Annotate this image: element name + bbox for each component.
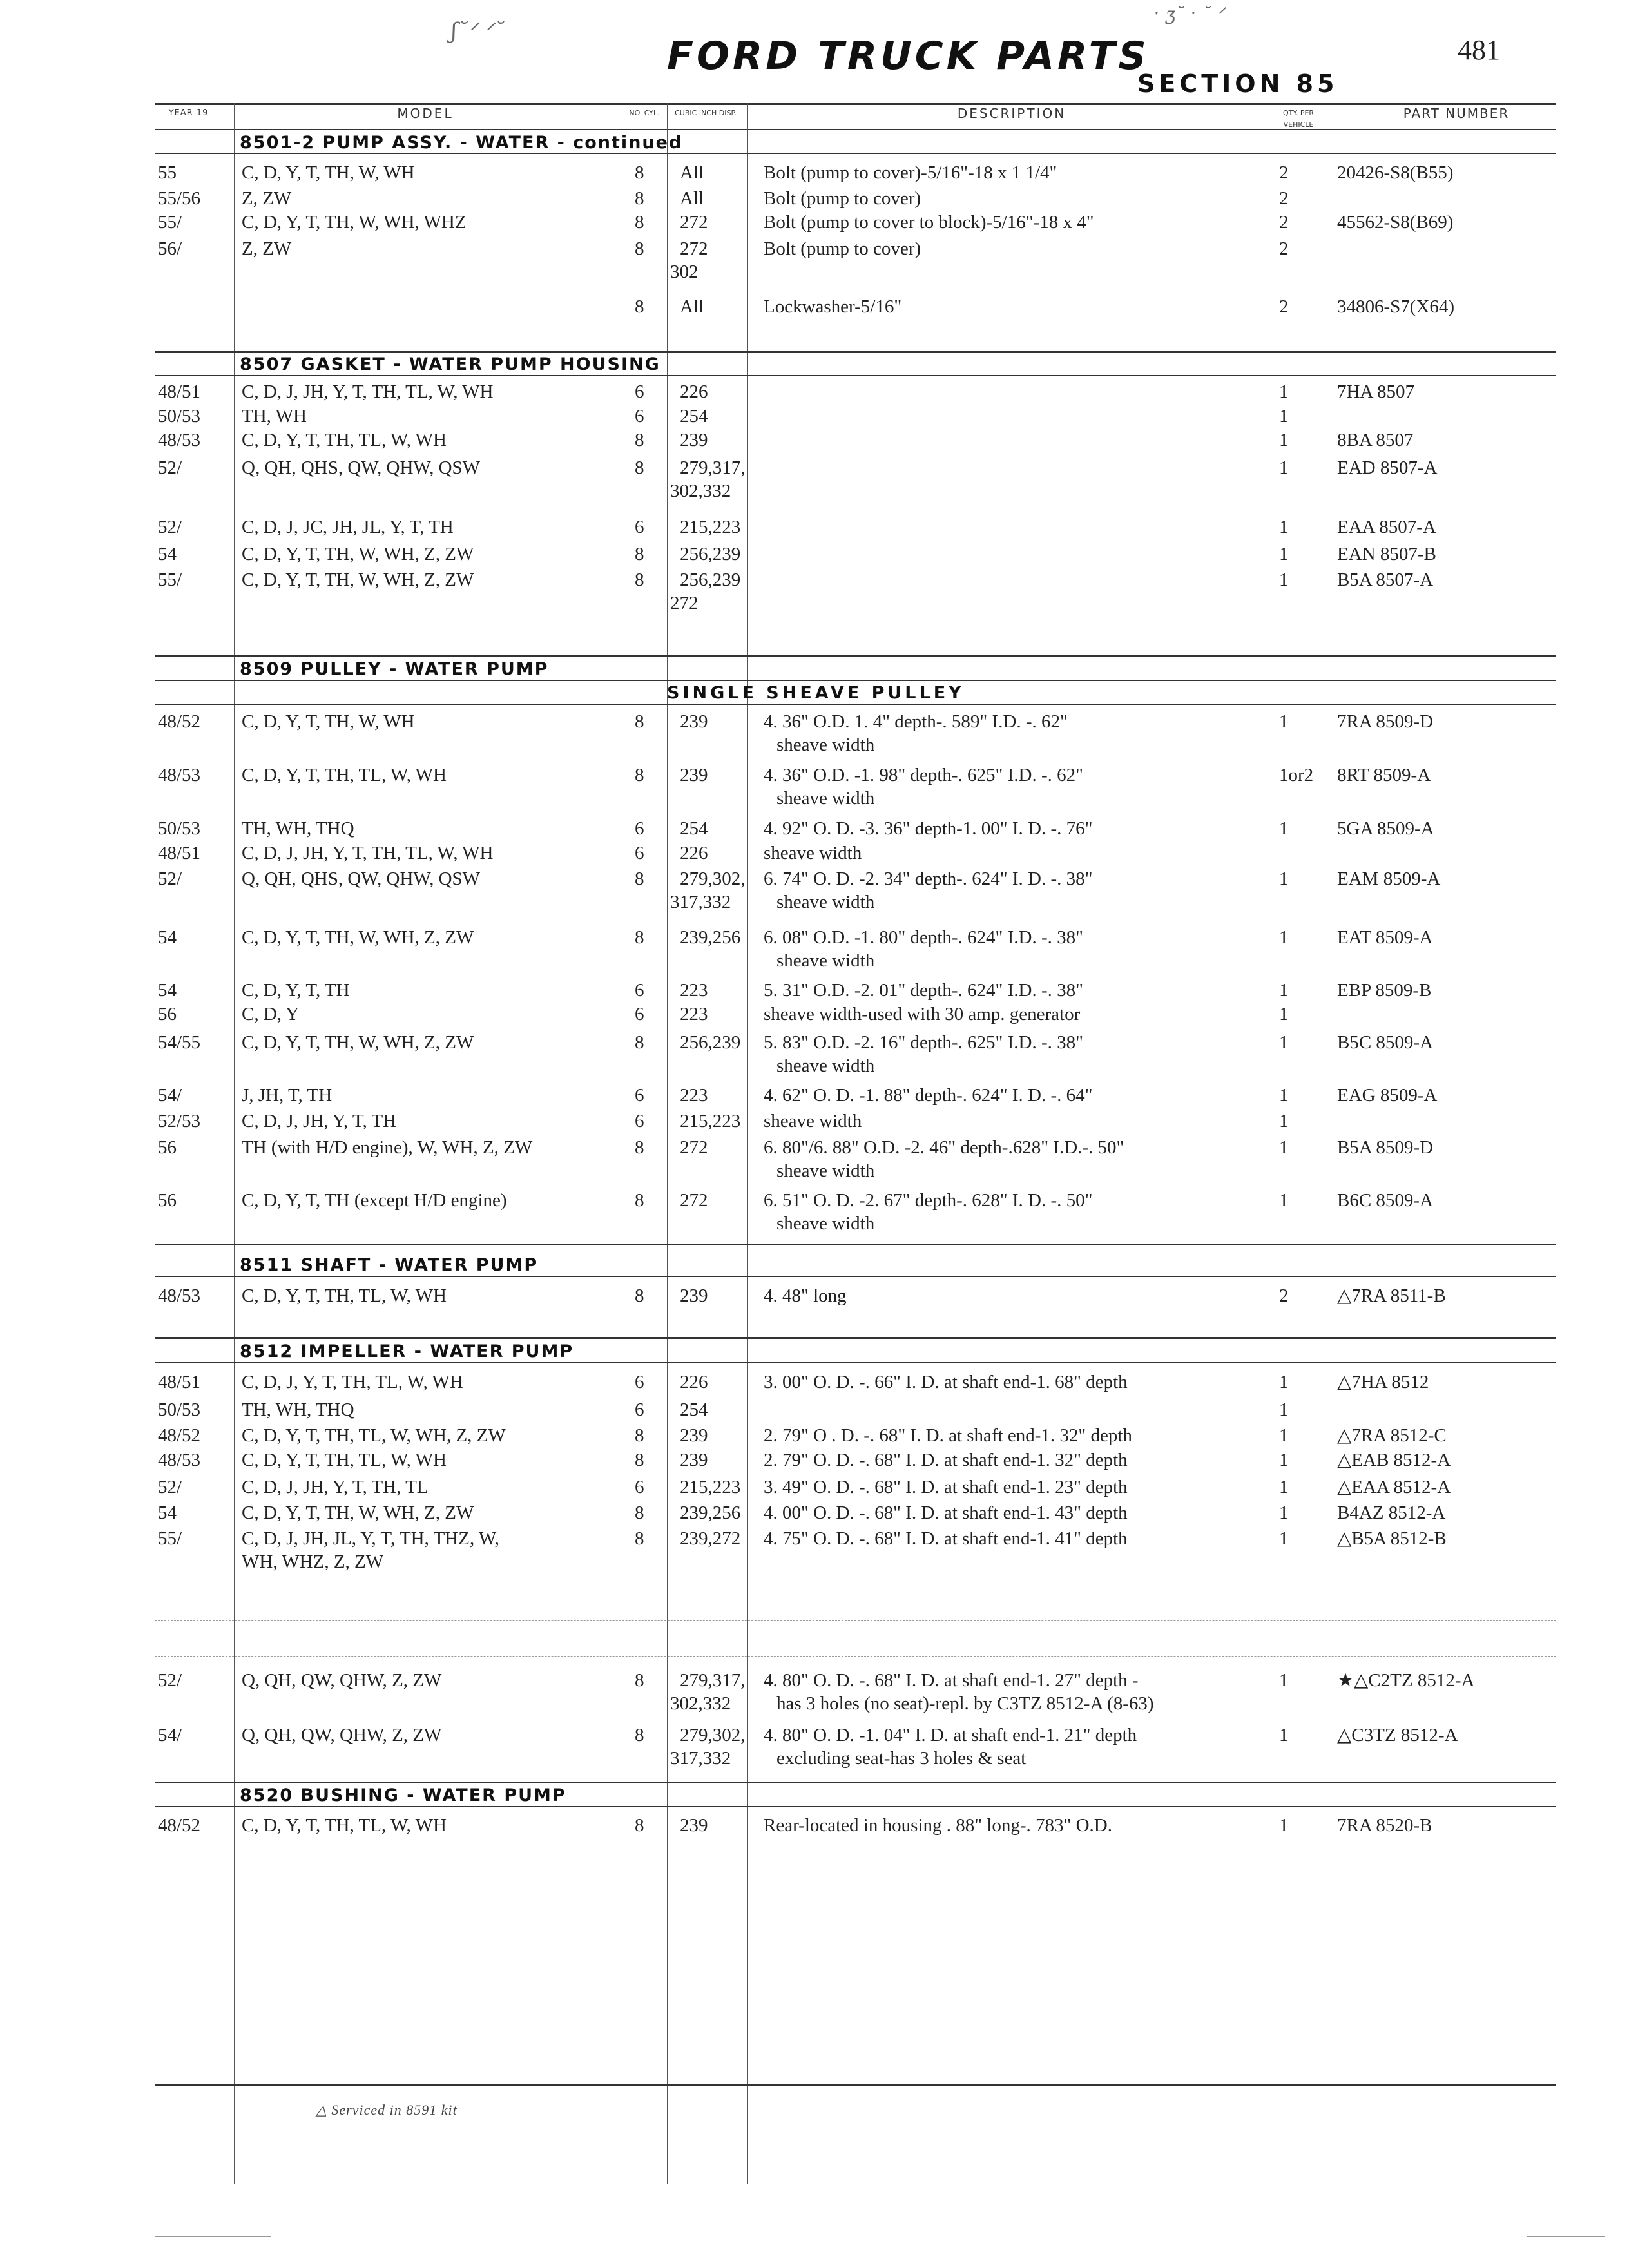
description-cell: 6. 74" O. D. -2. 34" depth-. 624" I. D. -. 38" bbox=[764, 869, 1093, 889]
quantity-cell: 1 bbox=[1279, 1670, 1289, 1691]
footnote: △ Serviced in 8591 kit bbox=[316, 2102, 458, 2118]
quantity-cell: 1 bbox=[1279, 1085, 1289, 1106]
year-cell: 56 bbox=[158, 1137, 177, 1158]
section-rule bbox=[155, 1276, 1556, 1277]
description-cell: Bolt (pump to cover) bbox=[764, 188, 921, 209]
description-cell: 3. 00" O. D. -. 66" I. D. at shaft end-1. 68" depth bbox=[764, 1372, 1128, 1392]
cylinder-cell: 8 bbox=[635, 1285, 644, 1306]
section-label: SECTION 85 bbox=[1137, 70, 1338, 98]
displacement-cell: 215,223 bbox=[680, 517, 741, 537]
description-cell: sheave width bbox=[776, 788, 875, 809]
displacement-cell: 317,332 bbox=[670, 892, 731, 912]
description-cell: 6. 80"/6. 88" O.D. -2. 46" depth-.628" I.D.-. 50" bbox=[764, 1137, 1124, 1158]
displacement-cell: 239 bbox=[680, 1450, 708, 1470]
column-divider bbox=[747, 103, 748, 2184]
part-number-cell: 8BA 8507 bbox=[1337, 430, 1414, 450]
cylinder-cell: 6 bbox=[635, 1399, 644, 1420]
cylinder-cell: 8 bbox=[635, 1815, 644, 1836]
handwritten-scribble: ʃ˘ᐟ ᐟ˘ bbox=[451, 18, 505, 44]
model-cell: C, D, Y, T, TH, TL, W, WH bbox=[242, 1450, 447, 1470]
part-number-cell: EAA 8507-A bbox=[1337, 517, 1436, 537]
year-cell: 48/51 bbox=[158, 1372, 201, 1392]
cylinder-cell: 6 bbox=[635, 406, 644, 427]
column-divider bbox=[667, 103, 668, 2184]
model-cell: C, D, J, JH, Y, T, TH, TL bbox=[242, 1477, 429, 1497]
description-cell: 4. 00" O. D. -. 68" I. D. at shaft end-1. 43" depth bbox=[764, 1503, 1128, 1523]
quantity-cell: 1 bbox=[1279, 381, 1289, 402]
section-rule bbox=[155, 704, 1556, 705]
cylinder-cell: 8 bbox=[635, 188, 644, 209]
cylinder-cell: 8 bbox=[635, 430, 644, 450]
year-cell: 52/ bbox=[158, 869, 182, 889]
year-cell: 50/53 bbox=[158, 818, 201, 839]
description-cell: Lockwasher-5/16" bbox=[764, 296, 902, 317]
part-number-cell: EAT 8509-A bbox=[1337, 927, 1433, 948]
description-cell: sheave width bbox=[776, 1213, 875, 1234]
description-cell: 4. 80" O. D. -1. 04" I. D. at shaft end-1. 21" depth bbox=[764, 1725, 1137, 1745]
quantity-cell: 1 bbox=[1279, 980, 1289, 1001]
page-edge-mark bbox=[1527, 2236, 1605, 2237]
part-number-cell: 34806-S7(X64) bbox=[1337, 296, 1455, 317]
quantity-cell: 1 bbox=[1279, 1372, 1289, 1392]
year-cell: 52/ bbox=[158, 517, 182, 537]
description-cell: 6. 08" O.D. -1. 80" depth-. 624" I.D. -. 38" bbox=[764, 927, 1083, 948]
section-heading-8512: 8512 IMPELLER - WATER PUMP bbox=[240, 1341, 574, 1361]
model-cell: TH, WH, THQ bbox=[242, 1399, 354, 1420]
year-cell: 52/53 bbox=[158, 1111, 201, 1131]
model-cell: Z, ZW bbox=[242, 238, 292, 259]
description-cell: 3. 49" O. D. -. 68" I. D. at shaft end-1. 23" depth bbox=[764, 1477, 1128, 1497]
section-rule bbox=[155, 1337, 1556, 1339]
quantity-cell: 2 bbox=[1279, 212, 1289, 233]
year-cell: 48/53 bbox=[158, 765, 201, 785]
year-cell: 48/53 bbox=[158, 1285, 201, 1306]
section-rule bbox=[155, 1656, 1556, 1657]
displacement-cell: 302,332 bbox=[670, 1693, 731, 1714]
year-cell: 48/52 bbox=[158, 1815, 201, 1836]
description-cell: 6. 51" O. D. -2. 67" depth-. 628" I. D. -. 50" bbox=[764, 1190, 1093, 1211]
section-heading-8501: 8501-2 PUMP ASSY. - WATER - continued bbox=[240, 133, 683, 153]
quantity-cell: 2 bbox=[1279, 296, 1289, 317]
cylinder-cell: 8 bbox=[635, 1425, 644, 1446]
year-cell: 55/56 bbox=[158, 188, 201, 209]
year-cell: 54 bbox=[158, 980, 177, 1001]
quantity-cell: 1 bbox=[1279, 544, 1289, 564]
model-cell: C, D, Y, T, TH, W, WH bbox=[242, 162, 415, 183]
model-cell: C, D, Y, T, TH, W, WH, Z, ZW bbox=[242, 1503, 474, 1523]
cylinder-cell: 8 bbox=[635, 1450, 644, 1470]
model-cell: C, D, J, JH, Y, T, TH, TL, W, WH bbox=[242, 381, 494, 402]
displacement-cell: 215,223 bbox=[680, 1477, 741, 1497]
year-cell: 55 bbox=[158, 162, 177, 183]
section-rule bbox=[155, 1362, 1556, 1363]
year-cell: 54 bbox=[158, 927, 177, 948]
displacement-cell: 272 bbox=[680, 1190, 708, 1211]
cylinder-cell: 8 bbox=[635, 711, 644, 732]
displacement-cell: 254 bbox=[680, 406, 708, 427]
displacement-cell: 215,223 bbox=[680, 1111, 741, 1131]
description-cell: 5. 83" O.D. -2. 16" depth-. 625" I.D. -. 38" bbox=[764, 1032, 1083, 1053]
displacement-cell: 239,272 bbox=[680, 1528, 741, 1549]
part-number-cell: △C3TZ 8512-A bbox=[1337, 1725, 1458, 1745]
column-header-disp: CUBIC INCH DISP. bbox=[675, 109, 737, 117]
part-number-cell: EAM 8509-A bbox=[1337, 869, 1441, 889]
section-rule bbox=[155, 1620, 1556, 1621]
part-number-cell: △EAB 8512-A bbox=[1337, 1450, 1451, 1470]
part-number-cell: B5C 8509-A bbox=[1337, 1032, 1434, 1053]
column-header-part-number: PART NUMBER bbox=[1403, 106, 1510, 121]
model-cell: TH, WH bbox=[242, 406, 307, 427]
quantity-cell: 1or2 bbox=[1279, 765, 1314, 785]
description-cell: 4. 92" O. D. -3. 36" depth-1. 00" I. D. -. 76" bbox=[764, 818, 1093, 839]
model-cell: C, D, Y, T, TH, W, WH, Z, ZW bbox=[242, 570, 474, 590]
year-cell: 54 bbox=[158, 1503, 177, 1523]
part-number-cell: B5A 8507-A bbox=[1337, 570, 1434, 590]
quantity-cell: 2 bbox=[1279, 238, 1289, 259]
cylinder-cell: 8 bbox=[635, 544, 644, 564]
description-cell: sheave width bbox=[764, 1111, 862, 1131]
part-number-cell: B4AZ 8512-A bbox=[1337, 1503, 1446, 1523]
year-cell: 50/53 bbox=[158, 406, 201, 427]
description-cell: Bolt (pump to cover)-5/16"-18 x 1 1/4" bbox=[764, 162, 1057, 183]
section-heading-8507: 8507 GASKET - WATER PUMP HOUSING bbox=[240, 354, 660, 374]
displacement-cell: 256,239 bbox=[680, 1032, 741, 1053]
part-number-cell: 7HA 8507 bbox=[1337, 381, 1415, 402]
part-number-cell: ★△C2TZ 8512-A bbox=[1337, 1670, 1475, 1691]
cylinder-cell: 6 bbox=[635, 517, 644, 537]
displacement-cell: 239 bbox=[680, 765, 708, 785]
part-number-cell: EAD 8507-A bbox=[1337, 457, 1438, 478]
quantity-cell: 1 bbox=[1279, 1450, 1289, 1470]
displacement-cell: 302,332 bbox=[670, 481, 731, 501]
model-cell: C, D, Y, T, TH, W, WH, Z, ZW bbox=[242, 1032, 474, 1053]
cylinder-cell: 6 bbox=[635, 1372, 644, 1392]
displacement-cell: 256,239 bbox=[680, 570, 741, 590]
quantity-cell: 1 bbox=[1279, 1137, 1289, 1158]
displacement-cell: 302 bbox=[670, 262, 699, 282]
part-number-cell: △EAA 8512-A bbox=[1337, 1477, 1451, 1497]
year-cell: 55/ bbox=[158, 570, 182, 590]
description-cell: sheave width bbox=[776, 1055, 875, 1076]
cylinder-cell: 6 bbox=[635, 980, 644, 1001]
description-cell: sheave width bbox=[776, 1160, 875, 1181]
year-cell: 52/ bbox=[158, 1670, 182, 1691]
description-cell: 4. 36" O.D. -1. 98" depth-. 625" I.D. -. 62" bbox=[764, 765, 1083, 785]
quantity-cell: 1 bbox=[1279, 1425, 1289, 1446]
model-cell: C, D, Y, T, TH, W, WH, Z, ZW bbox=[242, 927, 474, 948]
year-cell: 56 bbox=[158, 1190, 177, 1211]
displacement-cell: All bbox=[680, 188, 704, 209]
displacement-cell: 279,302, bbox=[680, 869, 746, 889]
cylinder-cell: 8 bbox=[635, 1725, 644, 1745]
displacement-cell: All bbox=[680, 296, 704, 317]
page-number: 481 bbox=[1458, 34, 1500, 66]
section-heading-8520: 8520 BUSHING - WATER PUMP bbox=[240, 1785, 566, 1805]
model-cell: C, D, Y, T, TH, TL, W, WH bbox=[242, 1285, 447, 1306]
part-number-cell: B5A 8509-D bbox=[1337, 1137, 1434, 1158]
part-number-cell: 45562-S8(B69) bbox=[1337, 212, 1454, 233]
displacement-cell: 226 bbox=[680, 1372, 708, 1392]
year-cell: 52/ bbox=[158, 1477, 182, 1497]
quantity-cell: 1 bbox=[1279, 1725, 1289, 1745]
displacement-cell: 279,302, bbox=[680, 1725, 746, 1745]
quantity-cell: 1 bbox=[1279, 1190, 1289, 1211]
description-cell: has 3 holes (no seat)-repl. by C3TZ 8512-A (8-63) bbox=[776, 1693, 1154, 1714]
part-number-cell: EAN 8507-B bbox=[1337, 544, 1436, 564]
model-cell: TH (with H/D engine), W, WH, Z, ZW bbox=[242, 1137, 533, 1158]
year-cell: 54/55 bbox=[158, 1032, 201, 1053]
cylinder-cell: 6 bbox=[635, 843, 644, 863]
displacement-cell: 239 bbox=[680, 711, 708, 732]
model-cell: Q, QH, QW, QHW, Z, ZW bbox=[242, 1670, 442, 1691]
quantity-cell: 1 bbox=[1279, 1503, 1289, 1523]
column-divider bbox=[234, 103, 235, 2184]
model-cell: C, D, J, JH, JL, Y, T, TH, THZ, W, bbox=[242, 1528, 499, 1549]
year-cell: 54 bbox=[158, 544, 177, 564]
quantity-cell: 1 bbox=[1279, 818, 1289, 839]
description-cell: 2. 79" O . D. -. 68" I. D. at shaft end-1. 32" depth bbox=[764, 1425, 1132, 1446]
displacement-cell: 239 bbox=[680, 1815, 708, 1836]
year-cell: 48/53 bbox=[158, 430, 201, 450]
description-cell: 4. 80" O. D. -. 68" I. D. at shaft end-1. 27" depth - bbox=[764, 1670, 1139, 1691]
quantity-cell: 1 bbox=[1279, 1477, 1289, 1497]
model-cell: C, D, Y, T, TH (except H/D engine) bbox=[242, 1190, 507, 1211]
displacement-cell: 223 bbox=[680, 980, 708, 1001]
model-cell: C, D, Y, T, TH, W, WH bbox=[242, 711, 415, 732]
cylinder-cell: 8 bbox=[635, 1032, 644, 1053]
displacement-cell: 239 bbox=[680, 1425, 708, 1446]
displacement-cell: 254 bbox=[680, 818, 708, 839]
handwritten-scribble: ˑ ʒ˘ ˑ ˘ ᐟ bbox=[1153, 3, 1225, 24]
model-cell: C, D, Y, T, TH, TL, W, WH bbox=[242, 765, 447, 785]
section-rule bbox=[155, 375, 1556, 376]
model-cell: J, JH, T, TH bbox=[242, 1085, 333, 1106]
part-number-cell: 20426-S8(B55) bbox=[1337, 162, 1454, 183]
year-cell: 48/52 bbox=[158, 1425, 201, 1446]
model-cell: WH, WHZ, Z, ZW bbox=[242, 1552, 384, 1572]
quantity-cell: 1 bbox=[1279, 406, 1289, 427]
quantity-cell: 1 bbox=[1279, 711, 1289, 732]
description-cell: 4. 75" O. D. -. 68" I. D. at shaft end-1. 41" depth bbox=[764, 1528, 1128, 1549]
displacement-cell: 226 bbox=[680, 381, 708, 402]
model-cell: C, D, J, JH, Y, T, TH, TL, W, WH bbox=[242, 843, 494, 863]
section-rule bbox=[155, 655, 1556, 657]
part-number-cell: EBP 8509-B bbox=[1337, 980, 1432, 1001]
displacement-cell: 223 bbox=[680, 1004, 708, 1024]
cylinder-cell: 8 bbox=[635, 927, 644, 948]
cylinder-cell: 8 bbox=[635, 1670, 644, 1691]
displacement-cell: 239 bbox=[680, 430, 708, 450]
model-cell: C, D, Y, T, TH, TL, W, WH bbox=[242, 430, 447, 450]
displacement-cell: 279,317, bbox=[680, 457, 746, 478]
description-cell: sheave width-used with 30 amp. generator bbox=[764, 1004, 1081, 1024]
cylinder-cell: 8 bbox=[635, 457, 644, 478]
cylinder-cell: 8 bbox=[635, 238, 644, 259]
description-cell: Bolt (pump to cover) bbox=[764, 238, 921, 259]
section-rule bbox=[155, 153, 1556, 154]
description-cell: Rear-located in housing . 88" long-. 783" O.D. bbox=[764, 1815, 1112, 1836]
cylinder-cell: 6 bbox=[635, 1004, 644, 1024]
quantity-cell: 2 bbox=[1279, 1285, 1289, 1306]
quantity-cell: 1 bbox=[1279, 927, 1289, 948]
description-cell: 4. 48" long bbox=[764, 1285, 847, 1306]
displacement-cell: 317,332 bbox=[670, 1748, 731, 1769]
part-number-cell: △7RA 8512-C bbox=[1337, 1425, 1447, 1446]
cylinder-cell: 6 bbox=[635, 381, 644, 402]
column-header-year: YEAR 19__ bbox=[168, 108, 218, 118]
quantity-cell: 1 bbox=[1279, 869, 1289, 889]
displacement-cell: 223 bbox=[680, 1085, 708, 1106]
section-rule bbox=[155, 1244, 1556, 1245]
cylinder-cell: 6 bbox=[635, 1111, 644, 1131]
cylinder-cell: 8 bbox=[635, 1190, 644, 1211]
cylinder-cell: 8 bbox=[635, 162, 644, 183]
model-cell: C, D, Y, T, TH, TL, W, WH bbox=[242, 1815, 447, 1836]
section-rule bbox=[155, 1782, 1556, 1783]
section-heading-8511: 8511 SHAFT - WATER PUMP bbox=[240, 1255, 539, 1275]
column-header-model: MODEL bbox=[397, 106, 454, 121]
model-cell: Q, QH, QW, QHW, Z, ZW bbox=[242, 1725, 442, 1745]
description-cell: sheave width bbox=[764, 843, 862, 863]
year-cell: 48/51 bbox=[158, 843, 201, 863]
model-cell: Z, ZW bbox=[242, 188, 292, 209]
year-cell: 52/ bbox=[158, 457, 182, 478]
year-cell: 50/53 bbox=[158, 1399, 201, 1420]
quantity-cell: 1 bbox=[1279, 1004, 1289, 1024]
part-number-cell: △7HA 8512 bbox=[1337, 1372, 1429, 1392]
displacement-cell: 254 bbox=[680, 1399, 708, 1420]
cylinder-cell: 6 bbox=[635, 1477, 644, 1497]
cylinder-cell: 8 bbox=[635, 212, 644, 233]
description-cell: 2. 79" O. D. -. 68" I. D. at shaft end-1. 32" depth bbox=[764, 1450, 1128, 1470]
displacement-cell: 272 bbox=[670, 593, 699, 613]
page-edge-mark bbox=[155, 2236, 271, 2237]
year-cell: 48/51 bbox=[158, 381, 201, 402]
description-cell: 4. 62" O. D. -1. 88" depth-. 624" I. D. -. 64" bbox=[764, 1085, 1093, 1106]
displacement-cell: 272 bbox=[680, 238, 708, 259]
model-cell: C, D, J, JH, Y, T, TH bbox=[242, 1111, 397, 1131]
description-cell: 5. 31" O.D. -2. 01" depth-. 624" I.D. -. 38" bbox=[764, 980, 1083, 1001]
model-cell: C, D, Y, T, TH bbox=[242, 980, 350, 1001]
quantity-cell: 1 bbox=[1279, 457, 1289, 478]
year-cell: 55/ bbox=[158, 1528, 182, 1549]
section-rule bbox=[155, 351, 1556, 353]
model-cell: C, D, Y, T, TH, W, WH, WHZ bbox=[242, 212, 467, 233]
cylinder-cell: 8 bbox=[635, 1528, 644, 1549]
section-heading-8509: 8509 PULLEY - WATER PUMP bbox=[240, 659, 549, 679]
section-subheading: SINGLE SHEAVE PULLEY bbox=[667, 683, 965, 703]
part-number-cell: 5GA 8509-A bbox=[1337, 818, 1434, 839]
description-cell: excluding seat-has 3 holes & seat bbox=[776, 1748, 1027, 1769]
cylinder-cell: 6 bbox=[635, 1085, 644, 1106]
quantity-cell: 1 bbox=[1279, 1032, 1289, 1053]
column-header-cyl: NO. CYL. bbox=[629, 109, 660, 117]
model-cell: C, D, Y, T, TH, TL, W, WH, Z, ZW bbox=[242, 1425, 506, 1446]
part-number-cell: △7RA 8511-B bbox=[1337, 1285, 1446, 1306]
header-bottom-rule bbox=[155, 129, 1556, 130]
model-cell: TH, WH, THQ bbox=[242, 818, 354, 839]
quantity-cell: 2 bbox=[1279, 188, 1289, 209]
quantity-cell: 1 bbox=[1279, 570, 1289, 590]
displacement-cell: 272 bbox=[680, 212, 708, 233]
year-cell: 56 bbox=[158, 1004, 177, 1024]
year-cell: 55/ bbox=[158, 212, 182, 233]
description-cell: 4. 36" O.D. 1. 4" depth-. 589" I.D. -. 62" bbox=[764, 711, 1068, 732]
table-bottom-rule bbox=[155, 2084, 1556, 2086]
part-number-cell: △B5A 8512-B bbox=[1337, 1528, 1447, 1549]
page-title: FORD TRUCK PARTS bbox=[667, 34, 1150, 79]
displacement-cell: 226 bbox=[680, 843, 708, 863]
quantity-cell: 1 bbox=[1279, 1815, 1289, 1836]
cylinder-cell: 8 bbox=[635, 1137, 644, 1158]
cylinder-cell: 8 bbox=[635, 1503, 644, 1523]
quantity-cell: 1 bbox=[1279, 517, 1289, 537]
model-cell: C, D, Y, T, TH, W, WH, Z, ZW bbox=[242, 544, 474, 564]
part-number-cell: 8RT 8509-A bbox=[1337, 765, 1431, 785]
column-header-description: DESCRIPTION bbox=[957, 106, 1066, 121]
section-rule bbox=[155, 680, 1556, 681]
part-number-cell: EAG 8509-A bbox=[1337, 1085, 1438, 1106]
model-cell: C, D, J, Y, T, TH, TL, W, WH bbox=[242, 1372, 463, 1392]
description-cell: Bolt (pump to cover to block)-5/16"-18 x 4" bbox=[764, 212, 1094, 233]
model-cell: Q, QH, QHS, QW, QHW, QSW bbox=[242, 869, 481, 889]
cylinder-cell: 8 bbox=[635, 869, 644, 889]
quantity-cell: 1 bbox=[1279, 430, 1289, 450]
description-cell: sheave width bbox=[776, 735, 875, 755]
quantity-cell: 1 bbox=[1279, 1528, 1289, 1549]
year-cell: 48/53 bbox=[158, 1450, 201, 1470]
cylinder-cell: 6 bbox=[635, 818, 644, 839]
displacement-cell: 256,239 bbox=[680, 544, 741, 564]
cylinder-cell: 8 bbox=[635, 765, 644, 785]
year-cell: 56/ bbox=[158, 238, 182, 259]
displacement-cell: 272 bbox=[680, 1137, 708, 1158]
year-cell: 48/52 bbox=[158, 711, 201, 732]
description-cell: sheave width bbox=[776, 950, 875, 971]
displacement-cell: 239 bbox=[680, 1285, 708, 1306]
displacement-cell: All bbox=[680, 162, 704, 183]
model-cell: C, D, J, JC, JH, JL, Y, T, TH bbox=[242, 517, 454, 537]
quantity-cell: 1 bbox=[1279, 1399, 1289, 1420]
model-cell: C, D, Y bbox=[242, 1004, 300, 1024]
section-rule bbox=[155, 1806, 1556, 1807]
column-header-qty: QTY. PER VEHICLE bbox=[1282, 109, 1315, 129]
displacement-cell: 239,256 bbox=[680, 1503, 741, 1523]
part-number-cell: B6C 8509-A bbox=[1337, 1190, 1434, 1211]
cylinder-cell: 8 bbox=[635, 570, 644, 590]
part-number-cell: 7RA 8520-B bbox=[1337, 1815, 1432, 1836]
displacement-cell: 279,317, bbox=[680, 1670, 746, 1691]
description-cell: sheave width bbox=[776, 892, 875, 912]
year-cell: 54/ bbox=[158, 1725, 182, 1745]
cylinder-cell: 8 bbox=[635, 296, 644, 317]
model-cell: Q, QH, QHS, QW, QHW, QSW bbox=[242, 457, 481, 478]
quantity-cell: 1 bbox=[1279, 1111, 1289, 1131]
year-cell: 54/ bbox=[158, 1085, 182, 1106]
part-number-cell: 7RA 8509-D bbox=[1337, 711, 1434, 732]
header-top-rule bbox=[155, 103, 1556, 105]
displacement-cell: 239,256 bbox=[680, 927, 741, 948]
quantity-cell: 2 bbox=[1279, 162, 1289, 183]
